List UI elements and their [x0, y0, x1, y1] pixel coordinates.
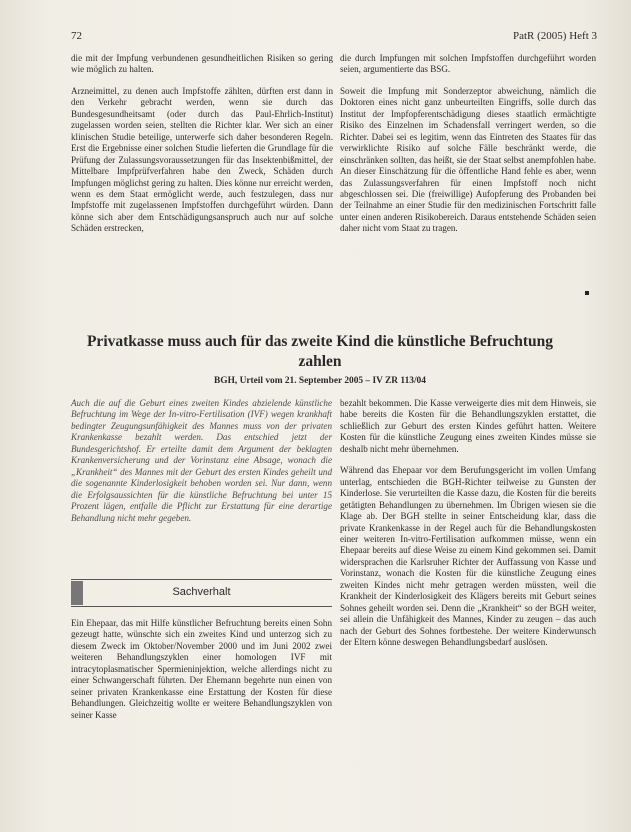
paragraph: bezahlt bekommen. Die Kasse verweigerte dies mit dem Hinweis, sie habe bereits die Kosten für die Behandlungszyklen erstattet, die schließlich zur Geburt des ersten Kindes geführt hatten. Weitere Kosten für die künstliche Zeugung eines zweiten Kindes müsse sie deshalb nicht mehr übernehmen.: [340, 398, 596, 454]
paragraph: Arzneimittel, zu denen auch Impfstoffe zählten, dürften erst dann in den Verkehr gebracht werden, wenn sie durch das Bundesgesundheitsamt (oder durch das Paul-Ehrlich-Institut) zugelassen worden seien, stellten die Richter klar. Wer sich an einer klinischen Studie beteilige, unterwerfe sich daher besonderen Regeln. Erst die Ergebnisse einer solchen Studie lieferten die Grundlage für die Prüfung der Zulassungsvoraussetzungen für das Insektenbißmittel, der Mittelbare Impfprüfverfahren habe den Zweck, Schäden durch Impfungen möglichst gering zu halten. Dies könne nur erreicht werden, wenn es dem Staat ermöglicht werde, auch festzulegen, dass nur Impfstoffe mit zugelassenen Impfstoffen durchgeführt würden. Dann könne sich aber dem Entschädigungsanspruch auch nur auf solche Schäden erstrecken,: [71, 85, 333, 234]
journal-header: PatR (2005) Heft 3: [512, 30, 597, 42]
paragraph: Auch die auf die Geburt eines zweiten Kindes abzielende künstliche Befruchtung im Wege der In-vitro-Fertilisation (IVF) wegen krankhaft bedingter Zeugungsunfähigkeit des Mannes muss von der privaten Krankenkasse bezahlt werden. Das entschied jetzt der Bundesgerichtshof. Er erteilte damit dem Argument der beklagten Krankenversicherung und der Vorinstanz eine Absage, wonach die „Krankheit“ des Mannes mit der Geburt des ersten Kindes geheilt und die sogenannte Kinderlosigkeit behoben worden sei. Nur dann, wenn die Erfolgsaussichten für die künstliche Befruchtung bei unter 15 Prozent lägen, entfalle die Pflicht zur Erstattung für eine derartige Behandlung nicht mehr gegeben.: [71, 398, 332, 523]
article-title: Privatkasse muss auch für das zweite Kind die künstliche Befruchtung zahlen: [86, 333, 554, 370]
paragraph: Ein Ehepaar, das mit Hilfe künstlicher Befruchtung bereits einen Sohn gezeugt hatte, wünschte sich ein zweites Kind und unterzog sich zu diesem Zweck im Oktober/November 2000 und im Juni 2002 zwei weiteren Behandlungszyklen einer homologen IVF mit intracytoplasmatischer Spermieninjektion, welche allerdings nicht zu einer Schwangerschaft führten. Der Ehemann begehrte nun einen von seiner privaten Krankenkasse eine Erstattung der Kosten für diese Behandlungen. Gleichzeitig wollte er weitere Behandlungszyklen von seiner Kasse: [71, 618, 332, 720]
section-title: Sachverhalt: [172, 586, 231, 598]
end-mark-icon: [585, 291, 589, 295]
lead-paragraph: [71, 398, 332, 534]
top-right-column: [340, 53, 596, 245]
paragraph: die durch Impfungen mit solchen Impfstoffen durchgeführt worden seien, argumentierte das BSG.: [340, 53, 596, 75]
bottom-left-column: [71, 618, 332, 731]
section-heading-box: [71, 579, 332, 607]
article-subtitle: BGH, Urteil vom 21. September 2005 – IV ZR 113/04: [214, 376, 426, 386]
top-left-column: [71, 53, 333, 245]
right-column: [340, 398, 596, 659]
page-number: 72: [71, 30, 82, 42]
paragraph: Während das Ehepaar vor dem Berufungsgericht im vollen Umfang unterlag, entschieden die BGH-Richter teilweise zu Gunsten der Kinderlose. Sie verurteilten die Kasse dazu, die Kosten für die bereits getätigten Behandlungen zu übernehmen. Im Übrigen wiesen sie die Klage ab. Der BGH stellte in seiner Entscheidung klar, dass die private Krankenkasse in der Regel auch für die Behandlungskosten einer weiteren In-vitro-Fertilisation aufkommen müsse, wenn ein Ehepaar bereits auf diese Weise zu einem Kind gekommen sei. Damit widersprachen die Karlsruher Richter der Auffassung von Kasse und Vorinstanz, wonach die Kosten für die künstliche Zeugung eines zweiten Kindes nicht mehr getragen werden müssten, weil die Krankheit der Kinderlosigkeit des Klägers bereits mit Geburt seines Sohnes geheilt worden sei. Denn die „Krankheit“ so der BGH weiter, sei allein die Unfähigkeit des Mannes, Kinder zu zeugen – das auch nach der Geburt des Sohnes fortbestehe. Der weitere Kinderwunsch der Eltern könne deswegen Behandlungsbedarf auslösen.: [340, 465, 596, 648]
paragraph: Soweit die Impfung mit Sonderzeptor abweichung, nämlich die Doktoren eines nicht ganz unbeurteilten Eingriffs, solle durch das Institut der Impfopferentschädigung dieses staatlich ermächtigte Risiko des Einzelnen im Schadensfall verringert werden, so die Richter. Dabei sei es legitim, wenn das Eintreten des Staates für das verwirklichte Risiko auf solche Fälle beschränkt werde, die einschränken sollten, das heißt, sie der Staat selbst anempfohlen habe. An dieser Einschätzung für die öffentliche Hand fehle es aber, wenn das Zulassungsverfahren für einen Impfstoff noch nicht abgeschlossen sei. Die (freiwillige) Aufopferung des Probanden bei der Teilnahme an einer Studie für den medizinischen Fortschritt falle unter einen anderen Risikobereich. Daraus entstehende Schäden seien daher nicht vom Staat zu tragen.: [340, 85, 596, 234]
paragraph: die mit der Impfung verbundenen gesundheitlichen Risiken so gering wie möglich zu halten.: [71, 53, 333, 75]
